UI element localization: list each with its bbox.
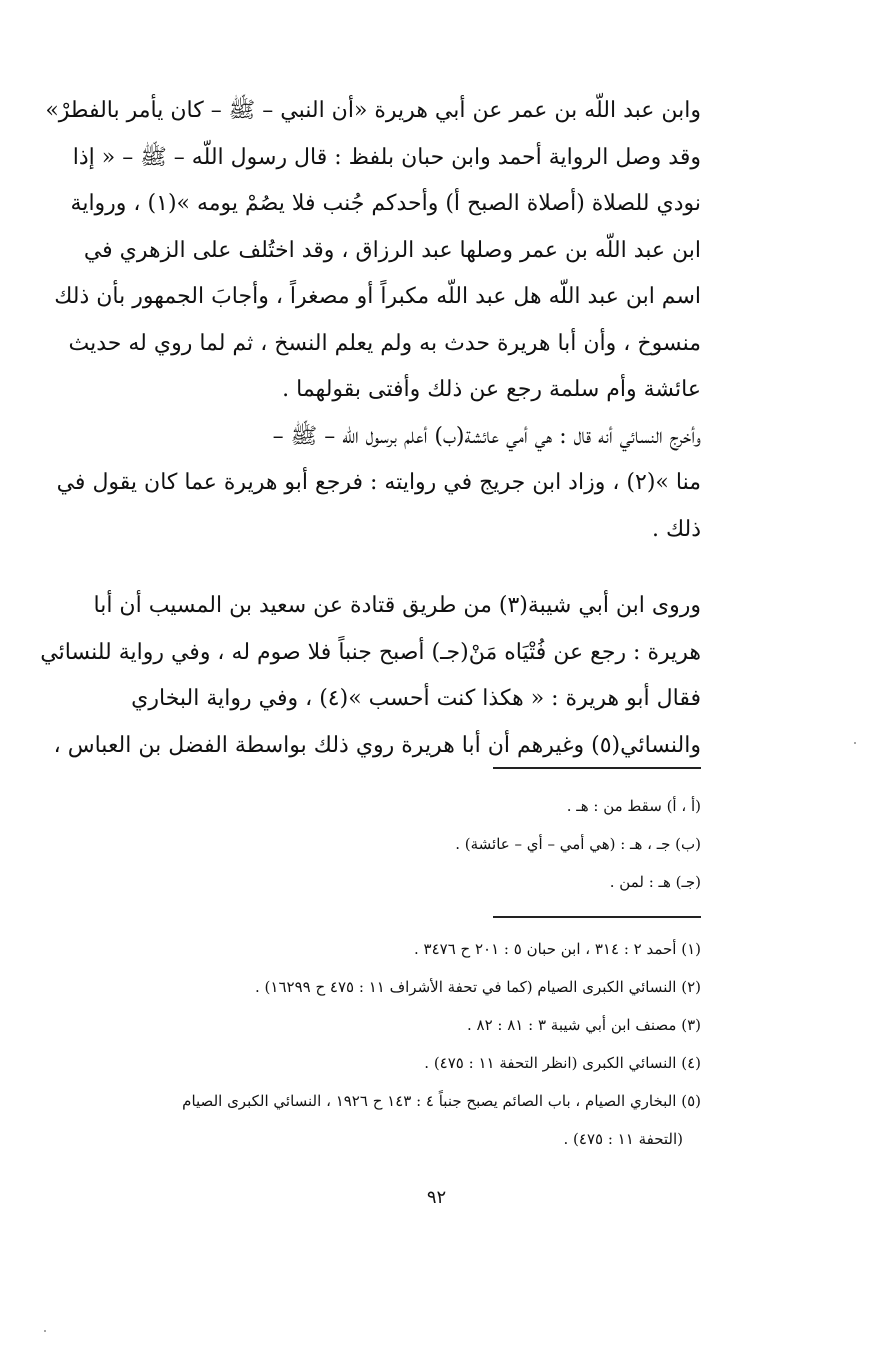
- variant-note: (جـ) هـ : لمن .: [609, 873, 701, 891]
- text-line: وأخرج النسائي أنه قال : هي أمي عائشة(ب) أعلم برسول اللّه – ﷺ –: [272, 423, 701, 449]
- variant-note: (ب) جـ ، هـ : (هي أمي – أي – عائشة) .: [455, 835, 701, 853]
- text-line: ذلك .: [651, 516, 701, 542]
- variant-notes-divider: [493, 767, 701, 769]
- footnote: (٤) النسائي الكبرى (انظر التحفة ١١ : ٤٧٥) .: [424, 1054, 701, 1072]
- text-line: منسوخ ، وأن أبا هريرة حدث به ولم يعلم النسخ ، ثم لما روي له حديث: [68, 330, 701, 356]
- text-line: منا »(٢) ، وزاد ابن جريج في روايته : فرجع أبو هريرة عما كان يقول في: [56, 470, 701, 495]
- footnotes-divider: [493, 916, 701, 918]
- footnote: (٥) البخاري الصيام ، باب الصائم يصبح جنباً ٤ : ١٤٣ ح ١٩٢٦ ، النسائي الكبرى الصيام: [182, 1092, 701, 1110]
- footnote: (١) أحمد ٢ : ٣١٤ ، ابن حبان ٥ : ٢٠١ ح ٣٤٧٦ .: [413, 940, 701, 958]
- page-number: ٩٢: [426, 1187, 447, 1208]
- text-line: هريرة : رجع عن فُتْيَاه مَنْ(جـ) أصبح جنباً فلا صوم له ، وفي رواية للنسائي: [40, 639, 701, 665]
- variant-note: (أ ، أ) سقط من : هـ .: [566, 797, 701, 815]
- footnote: (٣) مصنف ابن أبي شيبة ٣ : ٨١ : ٨٢ .: [466, 1016, 701, 1034]
- scan-speck: [854, 742, 856, 744]
- main-text: [40, 88, 701, 769]
- footnote-continuation: (التحفة ١١ : ٤٧٥) .: [563, 1130, 683, 1148]
- text-line: نودي للصلاة (أصلاة الصبح أ) وأحدكم جُنب فلا يصُمْ يومه »(١) ، ورواية: [70, 191, 701, 216]
- scan-speck: [44, 1330, 46, 1332]
- text-line: اسم ابن عبد اللّه هل عبد اللّه مكبراً أو مصغراً ، وأجابَ الجمهور بأن ذلك: [54, 284, 701, 309]
- paragraph-gap: [180, 553, 701, 583]
- footnote: (٢) النسائي الكبرى الصيام (كما في تحفة الأشراف ١١ : ٤٧٥ ح ١٦٢٩٩) .: [255, 978, 701, 996]
- text-line: والنسائي(٥) وغيرهم أن أبا هريرة روي ذلك بواسطة الفضل بن العباس ،: [53, 732, 701, 758]
- footnotes: [180, 930, 701, 1158]
- text-line: عائشة وأم سلمة رجع عن ذلك وأفتى بقولهما .: [282, 377, 701, 402]
- text-line: وابن عبد اللّه بن عمر عن أبي هريرة «أن النبي – ﷺ – كان يأمر بالفطرْ»: [45, 98, 701, 123]
- variant-notes: [180, 787, 701, 901]
- text-line: ابن عبد اللّه بن عمر وصلها عبد الرزاق ، وقد اختُلف على الزهري في: [83, 237, 701, 263]
- text-line: فقال أبو هريرة : « هكذا كنت أحسب »(٤) ، وفي رواية البخاري: [131, 686, 701, 711]
- text-line: وروى ابن أبي شيبة(٣) من طريق قتادة عن سعيد بن المسيب أن أبا: [93, 593, 701, 618]
- text-line: وقد وصل الرواية أحمد وابن حبان بلفظ : قال رسول اللّه – ﷺ – « إذا: [72, 144, 701, 170]
